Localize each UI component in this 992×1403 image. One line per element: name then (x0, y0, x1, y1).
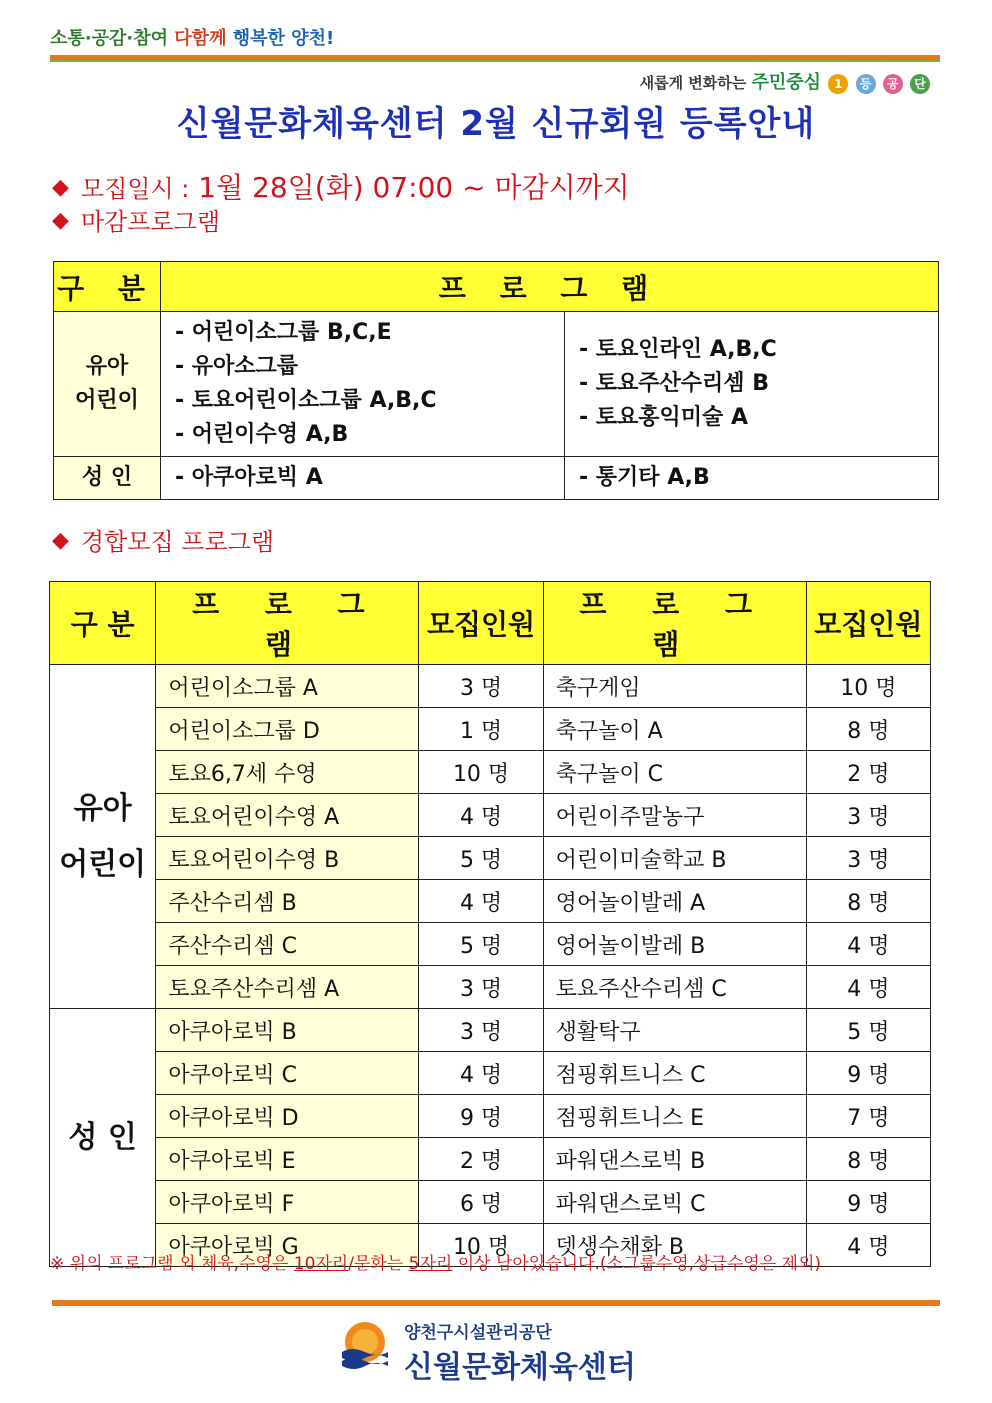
closed-list-right (565, 312, 939, 457)
program-name: 점핑휘트니스 E (543, 1095, 806, 1138)
brand-main: 주민중심 (751, 72, 822, 93)
closed-category-label: 유아 어린이 (75, 354, 139, 413)
page-title: 신월문화체육센터 2월 신규회원 등록안내 (176, 104, 816, 144)
program-count: 10 명 (806, 665, 930, 708)
slogan-part-3: 행복한 양천! (232, 28, 335, 49)
program-count: 5 명 (419, 837, 543, 880)
list-item: - 통기타 A,B (579, 465, 710, 490)
program-name: 축구게임 (543, 665, 806, 708)
program-count: 2 명 (806, 751, 930, 794)
program-name: 축구놀이 C (543, 751, 806, 794)
comp-header-category: 구 분 (50, 582, 156, 665)
slogan-part-1: 소통·공감·참여 (50, 28, 169, 49)
note-mark: ※ (50, 1254, 65, 1274)
slogan-part-2: 다함께 (174, 28, 227, 49)
closed-programs-table (53, 261, 939, 500)
competitive-heading (52, 522, 274, 557)
program-count: 4 명 (806, 1224, 930, 1267)
comp-header-program-1: 프 로 그 램 (156, 582, 419, 665)
competitive-programs-table (49, 581, 931, 1267)
program-count: 3 명 (419, 1009, 543, 1052)
program-count: 3 명 (419, 665, 543, 708)
bullet-diamond-icon: ◆ (52, 175, 69, 200)
table-row (50, 794, 931, 837)
comp-body (50, 665, 931, 1267)
closed-row-adult (54, 457, 939, 500)
bullet-diamond-icon: ◆ (52, 528, 69, 553)
comp-header-count-2: 모집인원 (806, 582, 930, 665)
closed-header-category: 구 분 (54, 262, 161, 312)
closed-row-kids (54, 312, 939, 457)
program-count: 6 명 (419, 1181, 543, 1224)
table-row (50, 880, 931, 923)
table-row (50, 1095, 931, 1138)
program-name: 축구놀이 A (543, 708, 806, 751)
brand-circle-1: 등 (856, 74, 876, 94)
program-count: 4 명 (806, 966, 930, 1009)
comp-category: 유아 어린이 (50, 665, 156, 1009)
program-name: 아쿠아로빅 C (156, 1052, 419, 1095)
sun-wave-logo-icon (340, 1318, 390, 1374)
bullet-diamond-icon: ◆ (52, 208, 69, 233)
program-name: 생활탁구 (543, 1009, 806, 1052)
program-count: 10 명 (419, 751, 543, 794)
top-slogan (50, 24, 334, 50)
program-count: 10 명 (419, 1224, 543, 1267)
program-count: 3 명 (806, 837, 930, 880)
closed-category: 성 인 (54, 457, 161, 500)
list-item: - 유아소그룹 (175, 354, 299, 379)
program-count: 9 명 (419, 1095, 543, 1138)
closed-label: 마감프로그램 (80, 208, 221, 236)
table-row (50, 837, 931, 880)
program-name: 점핑휘트니스 C (543, 1052, 806, 1095)
program-name: 어린이소그룹 D (156, 708, 419, 751)
comp-header-program-2: 프 로 그 램 (543, 582, 806, 665)
list-item: - 토요주산수리셈 B (579, 371, 769, 396)
note-text-1: 위의 프로그램 외 체육,수영은 (69, 1254, 289, 1274)
list-item: - 어린이소그룹 B,C,E (175, 320, 392, 345)
table-row (50, 923, 931, 966)
footnote (50, 1249, 821, 1274)
table-row (50, 1138, 931, 1181)
program-count: 5 명 (419, 923, 543, 966)
program-count: 9 명 (806, 1181, 930, 1224)
note-underline-2: 5자리 (408, 1254, 453, 1274)
program-count: 8 명 (806, 708, 930, 751)
program-name: 토요어린이수영 B (156, 837, 419, 880)
program-count: 5 명 (806, 1009, 930, 1052)
program-count: 2 명 (419, 1138, 543, 1181)
brand-num: 1 (828, 74, 848, 94)
program-name: 아쿠아로빅 E (156, 1138, 419, 1181)
program-name: 아쿠아로빅 G (156, 1224, 419, 1267)
program-name: 토요어린이수영 A (156, 794, 419, 837)
recruit-value: 1월 28일(화) 07:00 ~ 마감시까지 (198, 171, 630, 204)
closed-list-left (161, 312, 565, 457)
brand-slogan (640, 68, 930, 94)
program-count: 3 명 (419, 966, 543, 1009)
table-row (50, 1181, 931, 1224)
closed-header-program: 프 로 그 램 (161, 262, 939, 312)
program-name: 어린이소그룹 A (156, 665, 419, 708)
program-count: 8 명 (806, 880, 930, 923)
program-name: 파워댄스로빅 C (543, 1181, 806, 1224)
program-name: 영어놀이발레 B (543, 923, 806, 966)
closed-list-left (161, 457, 565, 500)
bottom-divider (52, 1300, 940, 1306)
recruit-line (52, 166, 630, 206)
program-name: 아쿠아로빅 F (156, 1181, 419, 1224)
program-name: 주산수리셈 B (156, 880, 419, 923)
table-row (50, 665, 931, 708)
list-item: - 토요어린이소그룹 A,B,C (175, 388, 437, 413)
program-count: 3 명 (806, 794, 930, 837)
program-name: 토요주산수리셈 C (543, 966, 806, 1009)
program-count: 9 명 (806, 1052, 930, 1095)
note-text-3: 이상 남아있습니다.(소그룹수영,상급수영은 제외) (457, 1254, 822, 1274)
program-count: 1 명 (419, 708, 543, 751)
table-row (50, 708, 931, 751)
table-row (50, 1009, 931, 1052)
list-item: - 토요인라인 A,B,C (579, 337, 777, 362)
comp-header-count-1: 모집인원 (419, 582, 543, 665)
org-name-line-1: 양천구시설관리공단 (404, 1323, 552, 1343)
list-item: - 토요홍익미술 A (579, 405, 748, 430)
program-name: 뎃생수채화 B (543, 1224, 806, 1267)
program-count: 8 명 (806, 1138, 930, 1181)
competitive-label: 경합모집 프로그램 (80, 528, 275, 556)
note-underline-1: 10자리 (293, 1254, 349, 1274)
table-row (50, 966, 931, 1009)
program-count: 4 명 (419, 1052, 543, 1095)
program-name: 아쿠아로빅 D (156, 1095, 419, 1138)
brand-circle-3: 단 (910, 74, 930, 94)
list-item: - 어린이수영 A,B (175, 422, 349, 447)
recruit-label: 모집일시 : (80, 175, 190, 203)
closed-heading (52, 202, 220, 237)
table-row (50, 751, 931, 794)
list-item: - 아쿠아로빅 A (175, 465, 323, 490)
top-divider-green (50, 60, 940, 62)
table-row (50, 1052, 931, 1095)
program-name: 토요주산수리셈 A (156, 966, 419, 1009)
program-name: 주산수리셈 C (156, 923, 419, 966)
program-count: 7 명 (806, 1095, 930, 1138)
program-name: 파워댄스로빅 B (543, 1138, 806, 1181)
org-name-line-2: 신월문화체육센터 (404, 1350, 636, 1385)
program-name: 토요6,7세 수영 (156, 751, 419, 794)
brand-circle-2: 공 (883, 74, 903, 94)
program-name: 어린이주말농구 (543, 794, 806, 837)
note-text-2: /문화는 (348, 1254, 404, 1274)
program-name: 어린이미술학교 B (543, 837, 806, 880)
brand-prefix: 새롭게 변화하는 (639, 74, 747, 92)
program-count: 4 명 (419, 794, 543, 837)
program-count: 4 명 (806, 923, 930, 966)
program-name: 아쿠아로빅 B (156, 1009, 419, 1052)
program-name: 영어놀이발레 A (543, 880, 806, 923)
comp-category: 성 인 (50, 1009, 156, 1267)
program-count: 4 명 (419, 880, 543, 923)
closed-list-right (565, 457, 939, 500)
closed-category (54, 312, 161, 457)
